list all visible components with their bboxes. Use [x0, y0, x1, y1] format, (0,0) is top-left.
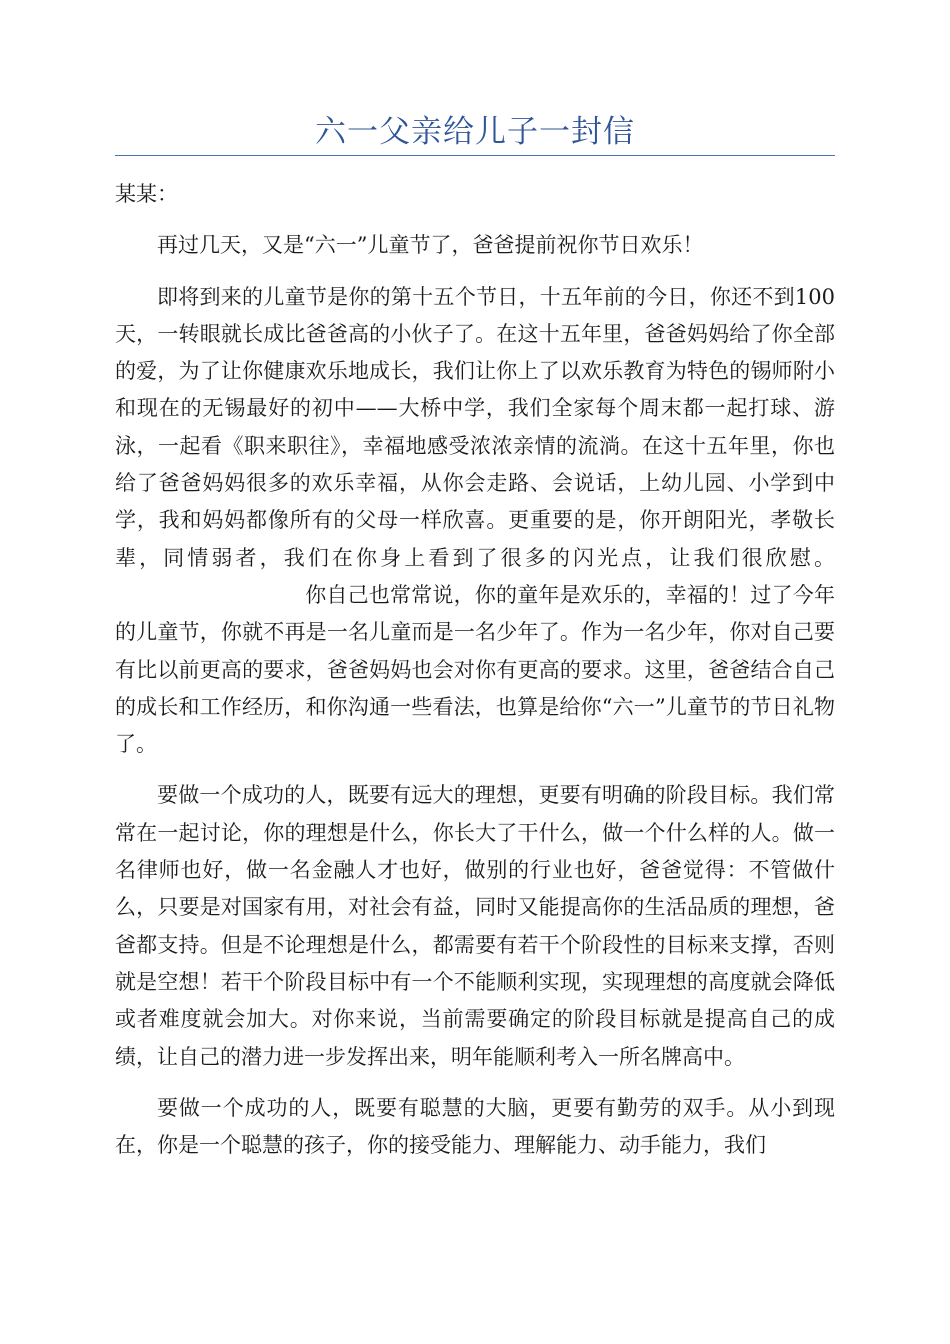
salutation: 某某：	[115, 182, 178, 206]
paragraph-greeting: 再过几天，又是“六一”儿童节了，爸爸提前祝你节日欢乐！	[157, 233, 704, 258]
letter-body	[115, 176, 835, 1178]
paragraph-fifteen-years	[115, 279, 835, 764]
paragraph-hard-work: 要做一个成功的人，既要有聪慧的大脑，更要有勤劳的双手。从小到现在，你是一个聪慧的孩子，你的接受能力、理解能力、动手能力，我们	[115, 1095, 835, 1158]
document-title: 六一父亲给儿子一封信	[315, 114, 635, 150]
paragraph-childhood-text: 你自己也常常说，你的童年是欢乐的，幸福的！过了今年的儿童节，你就不再是一名儿童而是一名少年了。作为一名少年，你对自己要有比以前更高的要求，爸爸妈妈也会对你有更高的要求。这里，爸爸结合自己的成长和工作经历，和你沟通一些看法，也算是给你“六一”儿童节的节日礼物了。	[115, 582, 835, 757]
title-underline	[115, 155, 835, 156]
paragraph-fifteen-years-text: 即将到来的儿童节是你的第十五个节日，十五年前的今日，你还不到100天，一转眼就长成比爸爸高的小伙子了。在这十五年里，爸爸妈妈给了你全部的爱，为了让你健康欢乐地成长，我们让你上了以欢乐教育为特色的锡师附小和现在的无锡最好的初中——大桥中学，我们全家每个周末都一起打球、游泳，一起看《职来职往》，幸福地感受浓浓亲情的流淌。在这十五年里，你也给了爸爸妈妈很多的欢乐幸福，从你会走路、会说话，上幼儿园、小学到中学，我和妈妈都像所有的父母一样欣喜。更重要的是，你开朗阳光，孝敬长辈，同情弱者，我们在你身上看到了很多的闪光点，让我们很欣慰。	[115, 284, 835, 570]
paragraph-ideals: 要做一个成功的人，既要有远大的理想，更要有明确的阶段目标。我们常常在一起讨论，你的理想是什么，你长大了干什么，做一个什么样的人。做一名律师也好，做一名金融人才也好，做别的行业也好，爸爸觉得：不管做什么，只要是对国家有用，对社会有益，同时又能提高你的生活品质的理想，爸爸都支持。但是不论理想是什么，都需要有若干个阶段性的目标来支撑，否则就是空想！若干个阶段目标中有一个不能顺利实现，实现理想的高度就会降低或者难度就会加大。对你来说，当前需要确定的阶段目标就是提高自己的成绩，让自己的潜力进一步发挥出来，明年能顺利考入一所名牌高中。	[115, 783, 835, 1069]
